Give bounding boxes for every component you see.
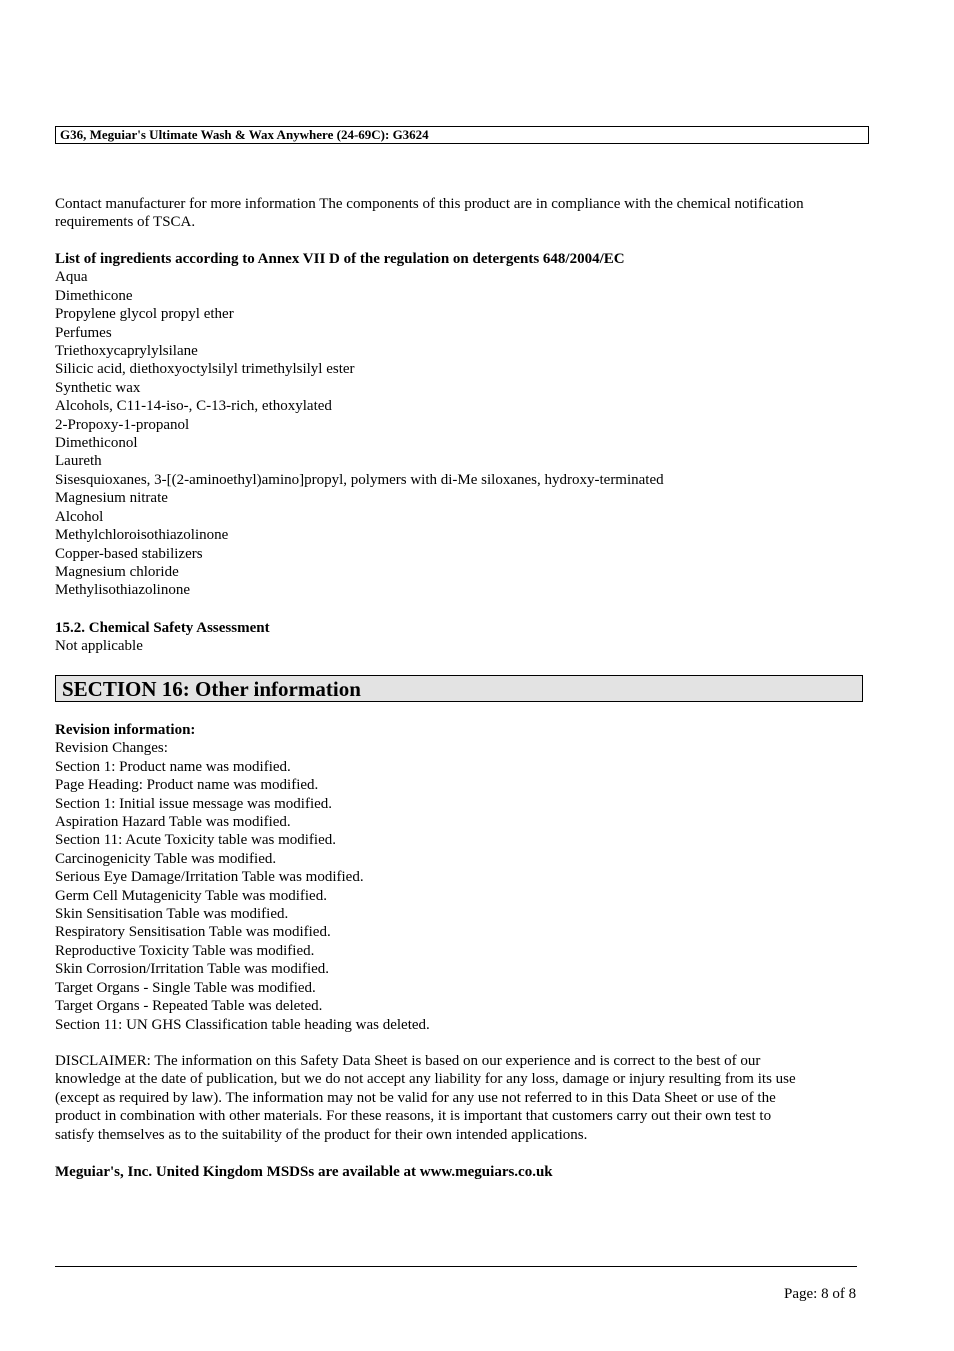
revision-item: Skin Corrosion/Irritation Table was modified. [55,961,330,978]
disclaimer-line: satisfy themselves as to the suitability of the product for their own intended applications. [55,1126,588,1143]
revision-list [55,758,865,1034]
revision-item: Section 1: Initial issue message was modified. [55,795,333,812]
ingredient-item: Alcohol [55,508,104,525]
revision-item: Skin Sensitisation Table was modified. [55,906,289,923]
section-16-title: SECTION 16: Other information [55,675,863,702]
ingredient-item: Aqua [55,269,88,286]
intro-line: requirements of TSCA. [55,214,196,231]
ingredient-item: Magnesium chloride [55,563,179,580]
ingredients-heading: List of ingredients according to Annex VII D of the regulation on detergents 648/2004/EC [55,251,625,267]
ingredient-item: Sisesquioxanes, 3-[(2-aminoethyl)amino]propyl, polymers with di-Me siloxanes, hydroxy-terminated [55,471,664,488]
ingredient-item: Dimethiconol [55,435,138,452]
revision-section [55,721,865,1034]
footer-divider [55,1266,857,1267]
ingredient-item: Alcohols, C11-14-iso-, C-13-rich, ethoxylated [55,398,332,415]
revision-item: Serious Eye Damage/Irritation Table was modified. [55,869,364,886]
intro-line: Contact manufacturer for more information The components of this product are in compliance with the chemical notification [55,196,804,212]
chemical-safety-text: Not applicable [55,638,143,655]
ingredient-item: Methylchloroisothiazolinone [55,527,229,544]
disclaimer-line: (except as required by law). The information may not be valid for any use not referred to in this Data Sheet or use of the [55,1089,776,1106]
document-header: G36, Meguiar's Ultimate Wash & Wax Anywhere (24-69C): G3624 [55,126,869,144]
ingredient-item: Copper-based stabilizers [55,545,203,562]
revision-item: Germ Cell Mutagenicity Table was modified. [55,887,327,904]
disclaimer-paragraph [55,1052,865,1144]
revision-heading: Revision information: [55,722,196,738]
revision-item: Aspiration Hazard Table was modified. [55,814,291,831]
revision-item: Section 11: Acute Toxicity table was modified. [55,832,336,849]
ingredient-item: Triethoxycaprylylsilane [55,343,198,360]
ingredient-item: Methylisothiazolinone [55,582,190,599]
disclaimer-line: product in combination with other materials. For these reasons, it is important that customers carry out their own test to [55,1108,772,1125]
page-number: Page: 8 of 8 [784,1286,857,1302]
ingredient-item: Magnesium nitrate [55,490,168,507]
ingredient-item: Synthetic wax [55,379,141,396]
ingredient-item: Laureth [55,453,102,470]
revision-item: Page Heading: Product name was modified. [55,777,319,794]
revision-item: Target Organs - Single Table was modified. [55,979,316,996]
revision-item: Reproductive Toxicity Table was modified. [55,942,315,959]
revision-item: Carcinogenicity Table was modified. [55,850,277,867]
revision-subheading: Revision Changes: [55,740,168,757]
chemical-safety-section [55,619,865,656]
ingredient-item: Silicic acid, diethoxyoctylsilyl trimethylsilyl ester [55,361,355,378]
revision-item: Section 11: UN GHS Classification table heading was deleted. [55,1016,430,1033]
revision-item: Section 1: Product name was modified. [55,758,291,775]
ingredient-item: Dimethicone [55,287,133,304]
ingredient-item: Perfumes [55,324,112,341]
revision-item: Respiratory Sensitisation Table was modified. [55,924,331,941]
ingredient-item: Propylene glycol propyl ether [55,306,234,323]
revision-item: Target Organs - Repeated Table was deleted. [55,998,323,1015]
intro-paragraph [55,195,865,232]
ingredient-item: 2-Propoxy-1-propanol [55,416,190,433]
disclaimer-line: DISCLAIMER: The information on this Safety Data Sheet is based on our experience and is correct to the best of our [55,1053,761,1069]
ingredients-list [55,268,865,599]
disclaimer-line: knowledge at the date of publication, but we do not accept any liability for any loss, damage or injury resulting from its use [55,1071,796,1088]
msds-availability-note: Meguiar's, Inc. United Kingdom MSDSs are available at www.meguiars.co.uk [55,1164,553,1180]
ingredients-section [55,250,865,600]
chemical-safety-heading: 15.2. Chemical Safety Assessment [55,620,270,636]
